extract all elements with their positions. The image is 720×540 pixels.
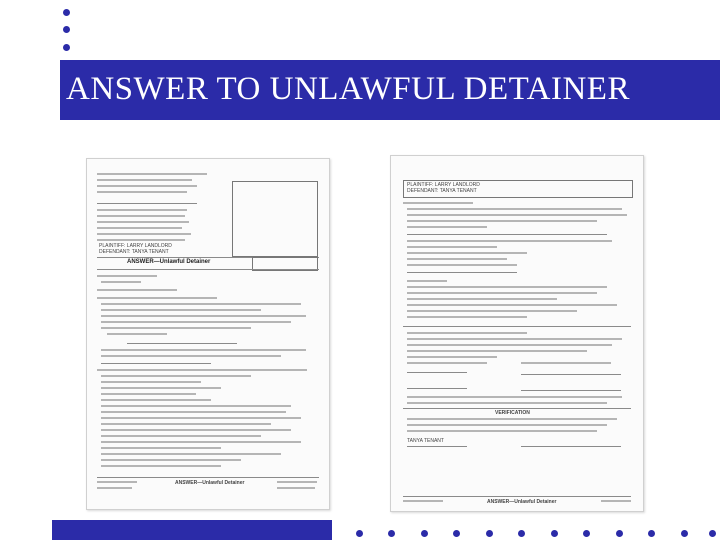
plaintiff-label: PLAINTIFF:: [407, 182, 434, 188]
signature-name: TANYA TENANT: [407, 438, 444, 444]
bullet-dot-11: [583, 530, 590, 537]
defendant-name: TANYA TENANT: [439, 188, 477, 194]
answer-form-page-2: [390, 155, 644, 512]
title-bar: [60, 60, 720, 120]
bullet-dot-6: [421, 530, 428, 537]
bullet-dot-14: [681, 530, 688, 537]
plaintiff-name: LARRY LANDLORD: [126, 243, 172, 249]
bullet-dot-12: [616, 530, 623, 537]
footer-bar: [52, 520, 332, 540]
slide-title: ANSWER TO UNLAWFUL DETAINER: [66, 71, 630, 107]
verification-label: VERIFICATION: [495, 410, 530, 416]
bullet-dot-13: [648, 530, 655, 537]
bullet-dot-9: [518, 530, 525, 537]
footer-title: ANSWER—Unlawful Detainer: [487, 499, 557, 505]
bullet-dot-1: [63, 9, 70, 16]
bullet-dot-2: [63, 26, 70, 33]
bullet-dot-15: [709, 530, 716, 537]
answer-form-page-1: [86, 158, 330, 510]
bullet-dot-10: [551, 530, 558, 537]
bullet-dot-4: [356, 530, 363, 537]
bullet-dot-8: [486, 530, 493, 537]
bullet-dot-3: [63, 44, 70, 51]
footer-title: ANSWER—Unlawful Detainer: [175, 480, 245, 486]
form-title: ANSWER—Unlawful Detainer: [127, 259, 211, 265]
court-use-box: [232, 181, 318, 257]
defendant-name: TANYA TENANT: [131, 249, 169, 255]
bullet-dot-7: [453, 530, 460, 537]
plaintiff-label: PLAINTIFF:: [99, 243, 126, 249]
defendant-label: DEFENDANT:: [407, 188, 439, 194]
plaintiff-name: LARRY LANDLORD: [434, 182, 480, 188]
defendant-label: DEFENDANT:: [99, 249, 131, 255]
bullet-dot-5: [388, 530, 395, 537]
